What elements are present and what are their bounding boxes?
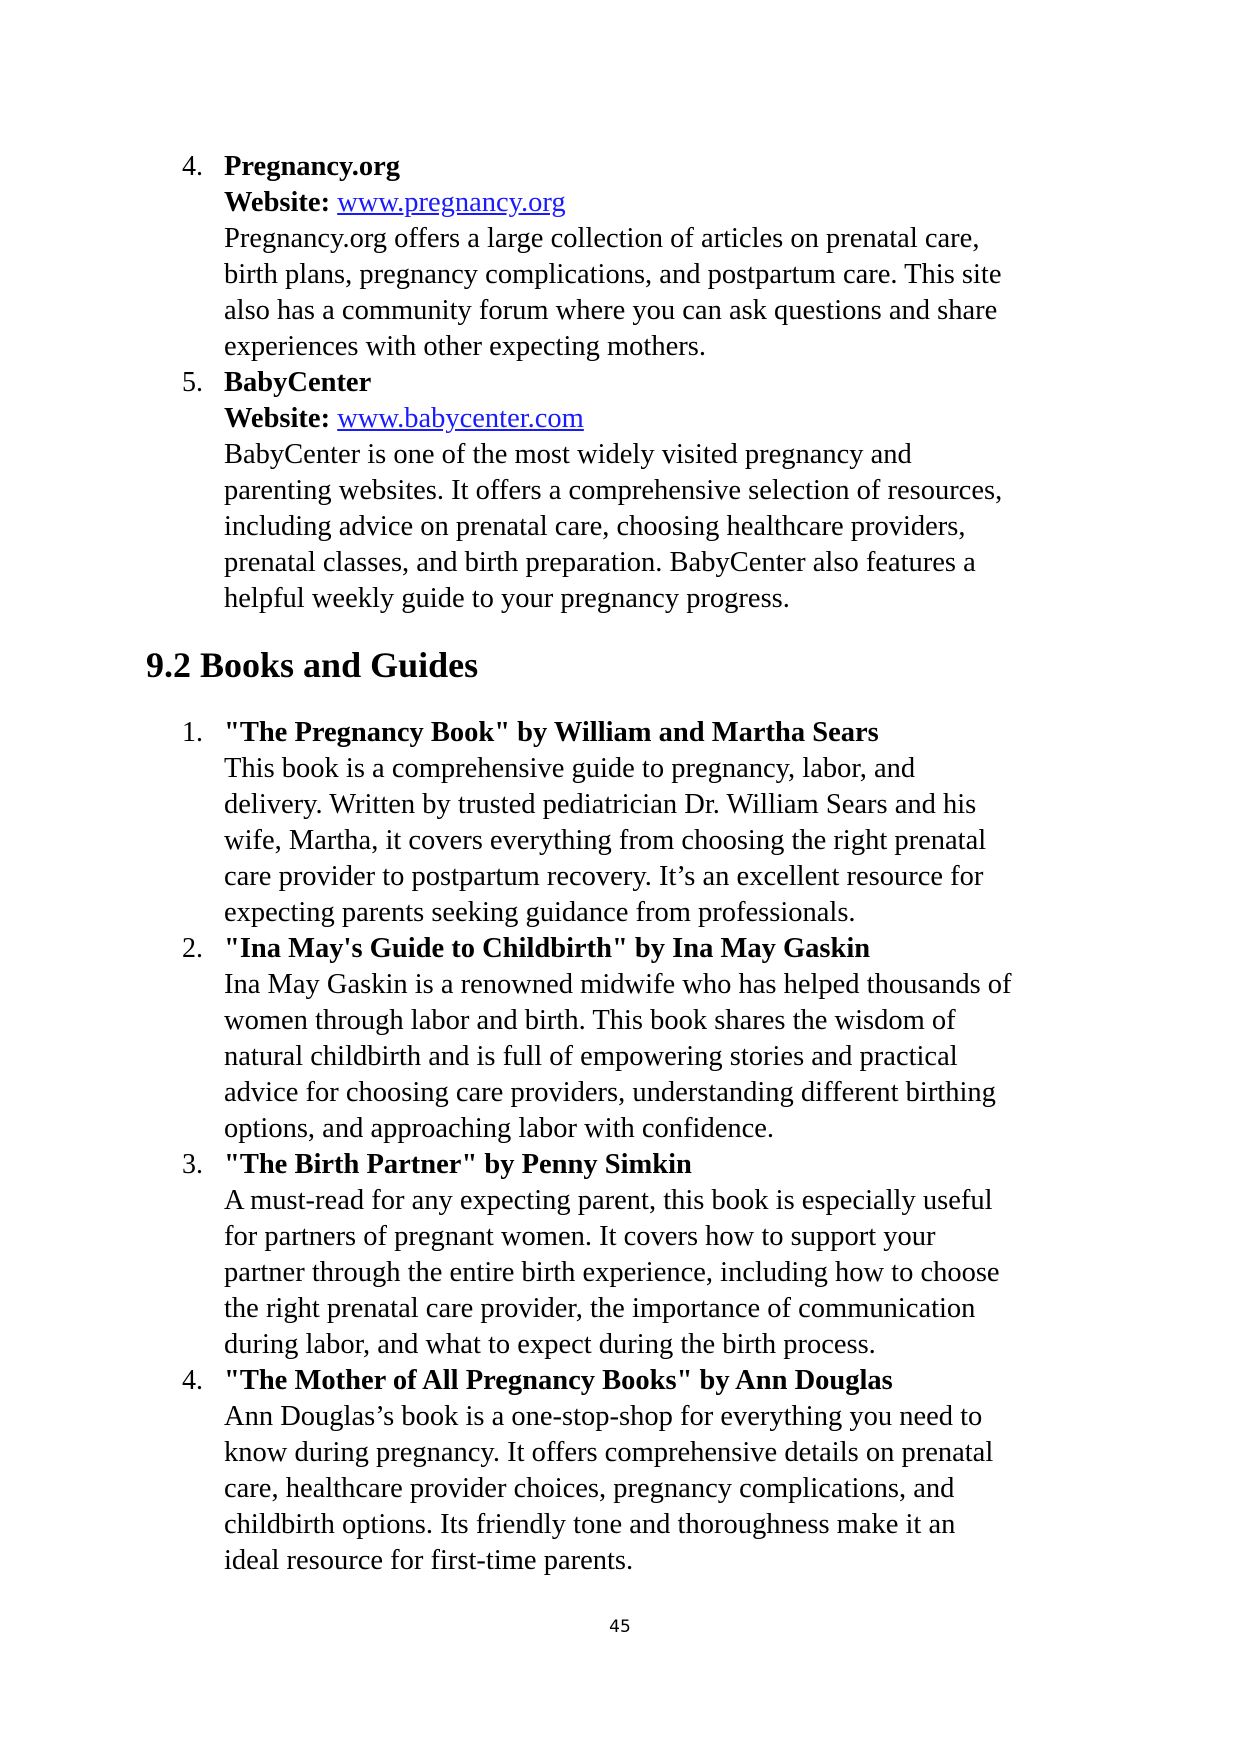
description-line: experiences with other expecting mothers.	[224, 331, 706, 362]
list-item-number: 3.	[182, 1149, 203, 1180]
websites-list	[0, 149, 1240, 617]
description-line: This book is a comprehensive guide to pregnancy, labor, and	[224, 753, 916, 784]
description-line: ideal resource for first-time parents.	[224, 1545, 634, 1576]
description-line: care, healthcare provider choices, pregnancy complications, and	[224, 1473, 955, 1504]
description-line: for partners of pregnant women. It covers how to support your	[224, 1221, 936, 1252]
description-line: A must-read for any expecting parent, this book is especially useful	[224, 1185, 993, 1216]
books-list	[0, 715, 1240, 1579]
description-line: Pregnancy.org offers a large collection of articles on prenatal care,	[224, 223, 980, 254]
list-item-pregnancy-org	[0, 149, 1104, 365]
description-line: parenting websites. It offers a comprehensive selection of resources,	[224, 475, 1003, 506]
list-item-book	[0, 715, 1104, 931]
page-number: 45	[609, 1617, 631, 1637]
description-line: care provider to postpartum recovery. It’s an excellent resource for	[224, 861, 984, 892]
book-title: "The Birth Partner" by Penny Simkin	[224, 1149, 692, 1180]
website-link[interactable]: www.babycenter.com	[337, 403, 584, 434]
list-item-book	[0, 1147, 1104, 1363]
description-line: also has a community forum where you can ask questions and share	[224, 295, 998, 326]
website-line	[224, 401, 1104, 437]
list-item-number: 4.	[182, 1365, 203, 1396]
website-label: Website:	[224, 403, 331, 434]
description-line: Ann Douglas’s book is a one-stop-shop for everything you need to	[224, 1401, 983, 1432]
description-line: helpful weekly guide to your pregnancy progress.	[224, 583, 790, 614]
description-line: know during pregnancy. It offers comprehensive details on prenatal	[224, 1437, 994, 1468]
description-line: women through labor and birth. This book shares the wisdom of	[224, 1005, 956, 1036]
description-line: advice for choosing care providers, understanding different birthing	[224, 1077, 996, 1108]
section-heading: 9.2 Books and Guides	[146, 645, 479, 685]
description-line: prenatal classes, and birth preparation. BabyCenter also features a	[224, 547, 976, 578]
description-line: wife, Martha, it covers everything from choosing the right prenatal	[224, 825, 987, 856]
book-title: "The Mother of All Pregnancy Books" by Ann Douglas	[224, 1365, 893, 1396]
description-line: childbirth options. Its friendly tone and thoroughness make it an	[224, 1509, 956, 1540]
website-label: Website:	[224, 187, 331, 218]
description-line: including advice on prenatal care, choosing healthcare providers,	[224, 511, 966, 542]
list-item-book	[0, 931, 1104, 1147]
website-line	[224, 185, 1104, 221]
description-line: partner through the entire birth experience, including how to choose	[224, 1257, 1000, 1288]
description-line: options, and approaching labor with confidence.	[224, 1113, 775, 1144]
item-title: BabyCenter	[224, 367, 372, 398]
list-item-number: 2.	[182, 933, 203, 964]
list-item-number: 5.	[182, 367, 203, 398]
description-line: delivery. Written by trusted pediatrician Dr. William Sears and his	[224, 789, 977, 820]
description-line: expecting parents seeking guidance from professionals.	[224, 897, 856, 928]
description-line: BabyCenter is one of the most widely visited pregnancy and	[224, 439, 912, 470]
book-title: "Ina May's Guide to Childbirth" by Ina May Gaskin	[224, 933, 871, 964]
list-item-babycenter	[0, 365, 1104, 617]
book-title: "The Pregnancy Book" by William and Martha Sears	[224, 717, 879, 748]
item-title: Pregnancy.org	[224, 151, 400, 182]
description-line: natural childbirth and is full of empowering stories and practical	[224, 1041, 958, 1072]
description-line: Ina May Gaskin is a renowned midwife who has helped thousands of	[224, 969, 1012, 1000]
description-line: during labor, and what to expect during the birth process.	[224, 1329, 876, 1360]
list-item-number: 1.	[182, 717, 203, 748]
list-item-number: 4.	[182, 151, 203, 182]
description-line: the right prenatal care provider, the importance of communication	[224, 1293, 976, 1324]
description-line: birth plans, pregnancy complications, and postpartum care. This site	[224, 259, 1002, 290]
website-link[interactable]: www.pregnancy.org	[337, 187, 566, 218]
list-item-book	[0, 1363, 1104, 1579]
